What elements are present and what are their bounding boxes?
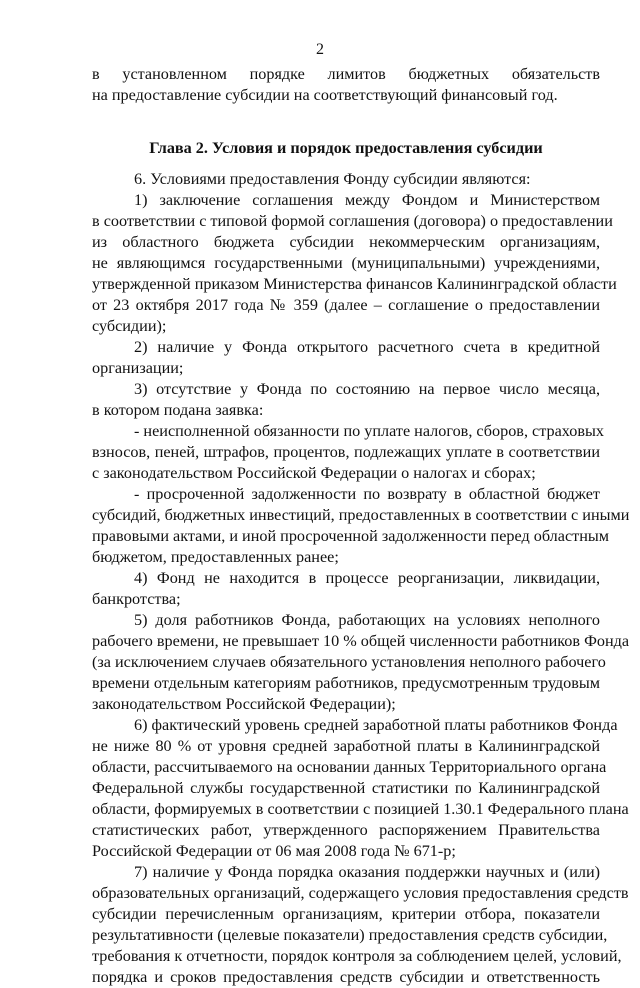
- text-line: законодательством Российской Федерации);: [92, 695, 396, 713]
- text-line: статистических работ, утвержденного распоряжением Правительства: [92, 821, 600, 839]
- text-line: (за исключением случаев обязательного установления неполного рабочего: [92, 653, 606, 671]
- chapter-heading: Глава 2. Условия и порядок предоставления субсидии: [149, 139, 543, 157]
- text-line: Федеральной службы государственной статистики по Калининградской: [92, 779, 600, 797]
- text-line: с законодательством Российской Федерации о налогах и сборах;: [92, 464, 536, 482]
- text-line: 7) наличие у Фонда порядка оказания поддержки научных и (или): [134, 863, 600, 881]
- text-line: в котором подана заявка:: [92, 401, 264, 419]
- intro-paragraph: [92, 64, 600, 106]
- text-line: в соответствии с типовой формой соглашения (договора) о предоставлении: [92, 212, 613, 230]
- text-line: бюджетом, предоставленных ранее;: [92, 548, 339, 566]
- text-line: результативности (целевые показатели) предоставления средств субсидии,: [92, 926, 608, 944]
- text-line: области, формируемых в соответствии с позицией 1.30.1 Федерального плана: [92, 800, 629, 818]
- text-line: 6) фактический уровень средней заработной платы работников Фонда: [134, 716, 618, 734]
- text-line: рабочего времени, не превышает 10 % общей численности работников Фонда: [92, 632, 630, 650]
- text-line: организации;: [92, 359, 184, 377]
- text-line: банкротства;: [92, 590, 181, 608]
- text-line: 3) отсутствие у Фонда по состоянию на первое число месяца,: [134, 380, 600, 398]
- text-line: взносов, пеней, штрафов, процентов, подлежащих уплате в соответствии: [92, 443, 600, 461]
- text-line: субсидии);: [92, 317, 167, 335]
- chapter-text: [92, 169, 630, 988]
- text-line: времени отдельным категориям работников, предусмотренным трудовым: [92, 674, 600, 692]
- text-line: 6. Условиями предоставления Фонду субсидии являются:: [134, 170, 531, 188]
- text-line: Российской Федерации от 06 мая 2008 года № 671-р;: [92, 842, 456, 860]
- text-line: - просроченной задолженности по возврату в областной бюджет: [134, 485, 600, 503]
- text-line: 4) Фонд не находится в процессе реорганизации, ликвидации,: [134, 569, 600, 587]
- text-line: из областного бюджета субсидии некоммерческим организациям,: [92, 233, 600, 251]
- text-line: - неисполненной обязанности по уплате налогов, сборов, страховых: [134, 422, 604, 440]
- text-line: области, рассчитываемого на основании данных Территориального органа: [92, 758, 607, 776]
- text-line: 5) доля работников Фонда, работающих на условиях неполного: [134, 611, 600, 629]
- text-line: 1) заключение соглашения между Фондом и Министерством: [134, 191, 600, 209]
- text-line: утвержденной приказом Министерства финансов Калининградской области: [92, 275, 617, 293]
- text-line: порядка и сроков предоставления средств субсидии и ответственность: [92, 968, 600, 986]
- text-line: образовательных организаций, содержащего условия предоставления средств: [92, 884, 629, 902]
- text-line: субсидии перечисленным организациям, критерии отбора, показатели: [92, 905, 600, 923]
- text-line: не являющимся государственными (муниципальными) учреждениями,: [92, 254, 600, 272]
- document-body: [92, 64, 630, 988]
- text-line: от 23 октября 2017 года № 359 (далее – соглашение о предоставлении: [92, 296, 600, 314]
- text-line: правовыми актами, и иной просроченной задолженности перед областным: [92, 527, 609, 545]
- text-line: не ниже 80 % от уровня средней заработной платы в Калининградской: [92, 737, 600, 755]
- page-number: 2: [316, 41, 324, 58]
- text-line: 2) наличие у Фонда открытого расчетного счета в кредитной: [134, 338, 600, 356]
- text-line: требования к отчетности, порядок контроля за соблюдением целей, условий,: [92, 947, 622, 965]
- text-line: на предоставление субсидии на соответствующий финансовый год.: [92, 86, 558, 104]
- text-line: в установленном порядке лимитов бюджетных обязательств: [92, 65, 600, 83]
- text-line: субсидий, бюджетных инвестиций, предоставленных в соответствии с иными: [92, 506, 630, 524]
